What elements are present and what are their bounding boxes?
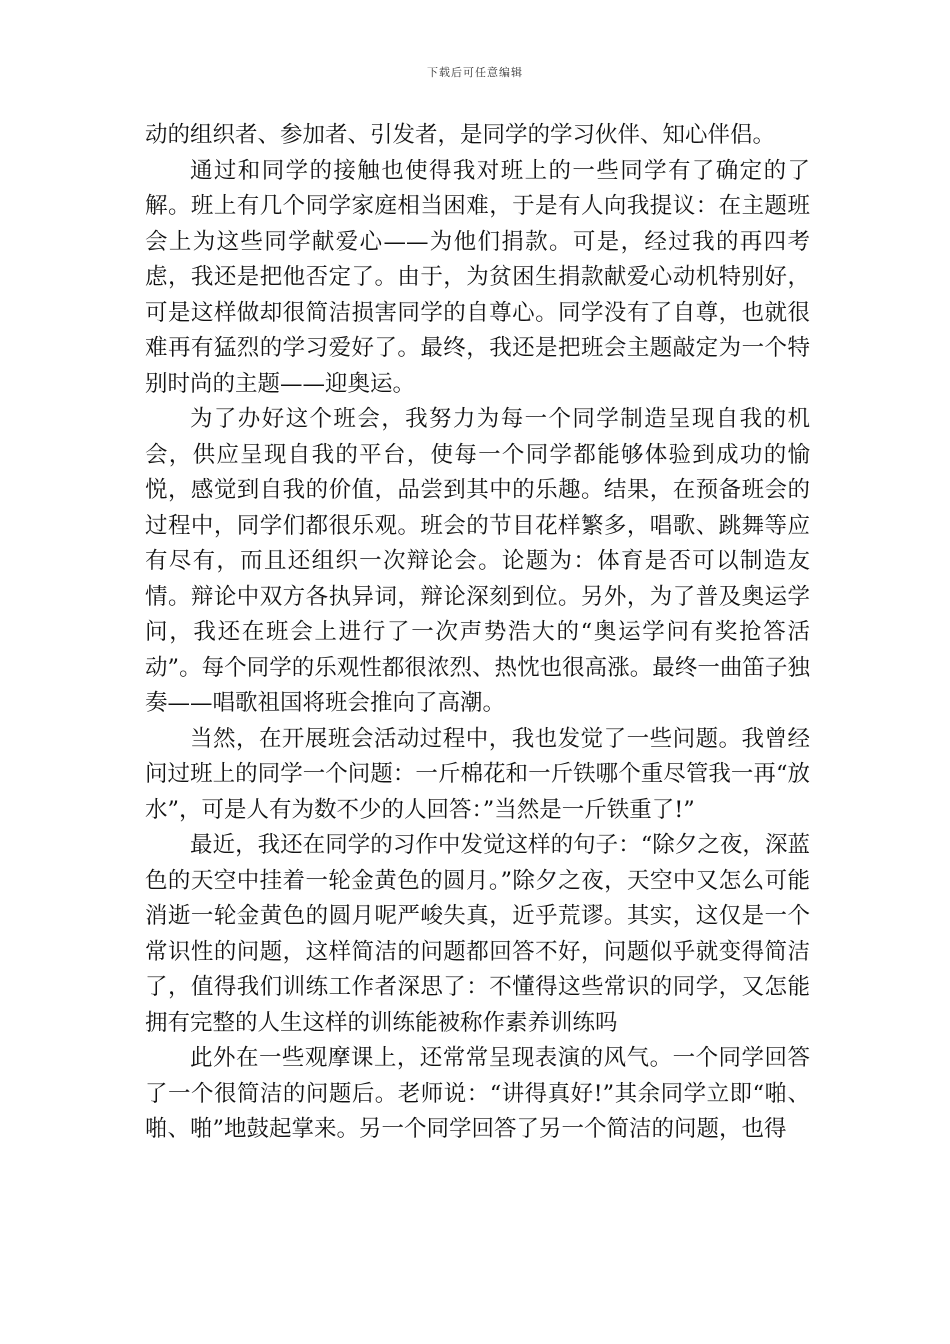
paragraph-2: 通过和同学的接触也使得我对班上的一些同学有了确定的了解。班上有几个同学家庭相当困难，于是有人向我提议：在主题班会上为这些同学献爱心——为他们捐款。可是，经过我的再四考虑，我还是把他否定了。由于，为贫困生捐款献爱心动机特别好，可是这样做却很简洁损害同学的自尊心。同学没有了自尊，也就很难再有猛烈的学习爱好了。最终，我还是把班会主题敲定为一个特别时尚的主题——迎奥运。 bbox=[145, 157, 810, 397]
paragraph-4: 当然，在开展班会活动过程中，我也发觉了一些问题。我曾经问过班上的同学一个问题：一斤棉花和一斤铁哪个重尽管我一再“放水”，可是人有为数不少的人回答：”当然是一斤铁重了!” bbox=[145, 725, 810, 823]
paragraph-6: 此外在一些观摩课上，还常常呈现表演的风气。一个同学回答了一个很简洁的问题后。老师说：“讲得真好!”其余同学立即“啪、啪、啪”地鼓起掌来。另一个同学回答了另一个简洁的问题，也得 bbox=[145, 1045, 810, 1142]
paragraph-1: 动的组织者、参加者、引发者，是同学的学习伙伴、知心伴侣。 bbox=[145, 122, 776, 148]
paragraph-3: 为了办好这个班会，我努力为每一个同学制造呈现自我的机会，供应呈现自我的平台，使每一个同学都能够体验到成功的愉悦，感觉到自我的价值，品尝到其中的乐趣。结果，在预备班会的过程中，同学们都很乐观。班会的节目花样繁多，唱歌、跳舞等应有尽有，而且还组织一次辩论会。论题为：体育是否可以制造友情。辩论中双方各执异词，辩论深刻到位。另外，为了普及奥运学问，我还在班会上进行了一次声势浩大的“奥运学问有奖抢答活动”。每个同学的乐观性都很浓烈、热忱也很高涨。最终一曲笛子独奏——唱歌祖国将班会推向了高潮。 bbox=[145, 406, 810, 716]
paragraph-5: 最近，我还在同学的习作中发觉这样的句子：“除夕之夜，深蓝色的天空中挂着一轮金黄色的圆月。”除夕之夜，天空中又怎么可能消逝一轮金黄色的圆月呢严峻失真，近乎荒谬。其实，这仅是一个常识性的问题，这样简洁的问题都回答不好，问题似乎就变得简洁了，值得我们训练工作者深思了：不懂得这些常识的同学，又怎能拥有完整的人生这样的训练能被称作素养训练吗 bbox=[145, 832, 810, 1036]
page-header: 下载后可任意编辑 bbox=[427, 66, 523, 79]
document-body bbox=[145, 118, 810, 1148]
